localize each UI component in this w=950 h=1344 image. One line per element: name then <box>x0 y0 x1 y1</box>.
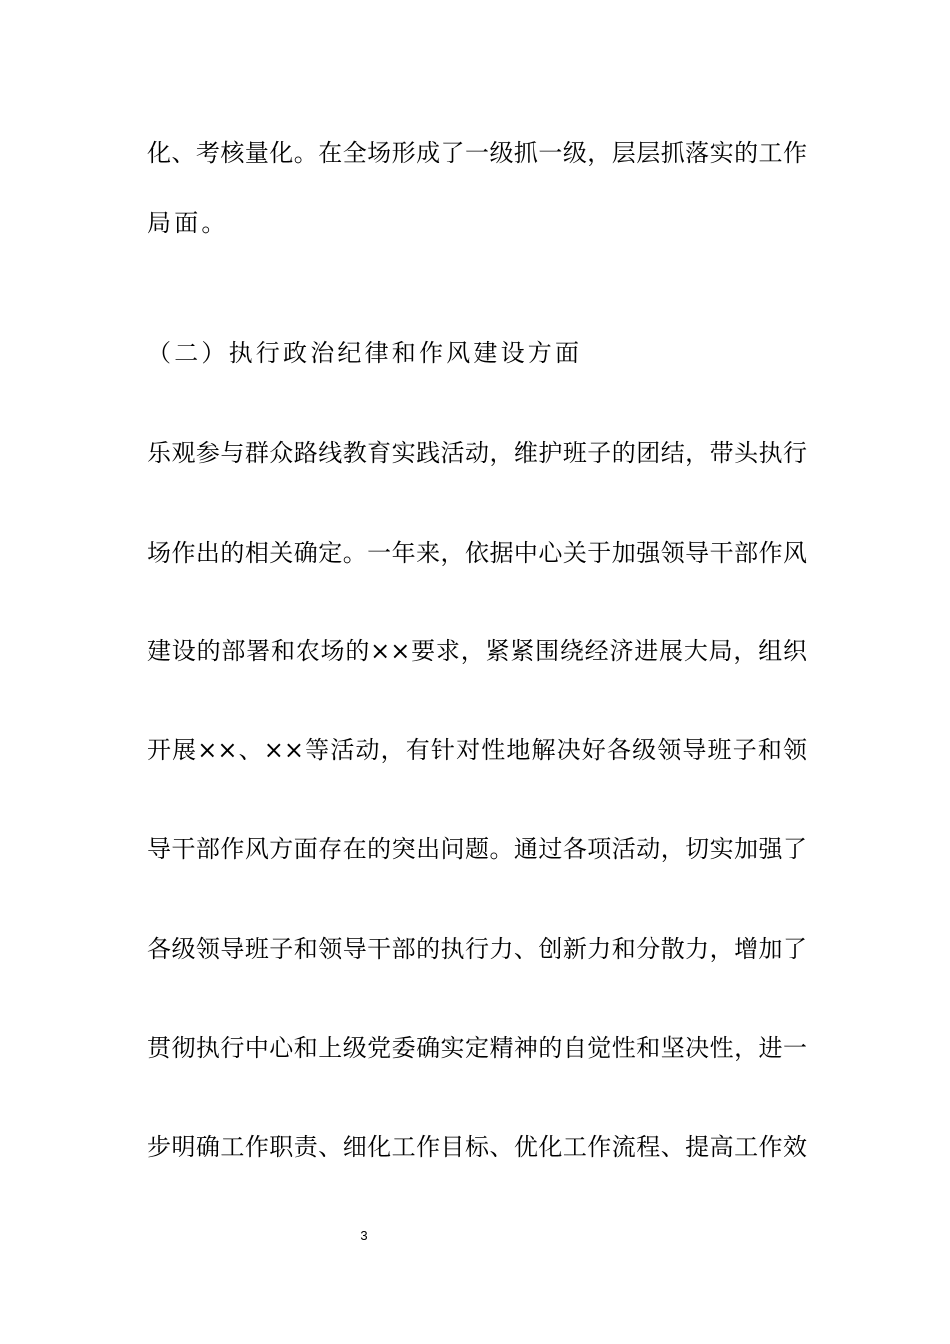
body-text-line: 场作出的相关确定。一年来，依据中心关于加强领导干部作风 <box>147 539 807 567</box>
body-text-line: 导干部作风方面存在的突出问题。通过各项活动，切实加强了 <box>147 835 807 863</box>
body-text-line: 开展××、××等活动，有针对性地解决好各级领导班子和领 <box>147 736 807 764</box>
body-text-line: 乐观参与群众路线教育实践活动，维护班子的团结，带头执行 <box>147 439 807 467</box>
body-text-line: 化、考核量化。在全场形成了一级抓一级，层层抓落实的工作 <box>147 139 807 167</box>
body-text-line: 各级领导班子和领导干部的执行力、创新力和分散力，增加了 <box>147 935 807 963</box>
section-heading: （二）执行政治纪律和作风建设方面 <box>147 339 583 367</box>
body-text-line: 步明确工作职责、细化工作目标、优化工作流程、提高工作效 <box>147 1133 807 1161</box>
body-text-line: 贯彻执行中心和上级党委确实定精神的自觉性和坚决性，进一 <box>147 1034 807 1062</box>
body-text-line: 建设的部署和农场的××要求，紧紧围绕经济进展大局，组织 <box>147 637 807 665</box>
body-text-line: 局面。 <box>147 209 229 237</box>
page-number: 3 <box>360 1228 368 1243</box>
